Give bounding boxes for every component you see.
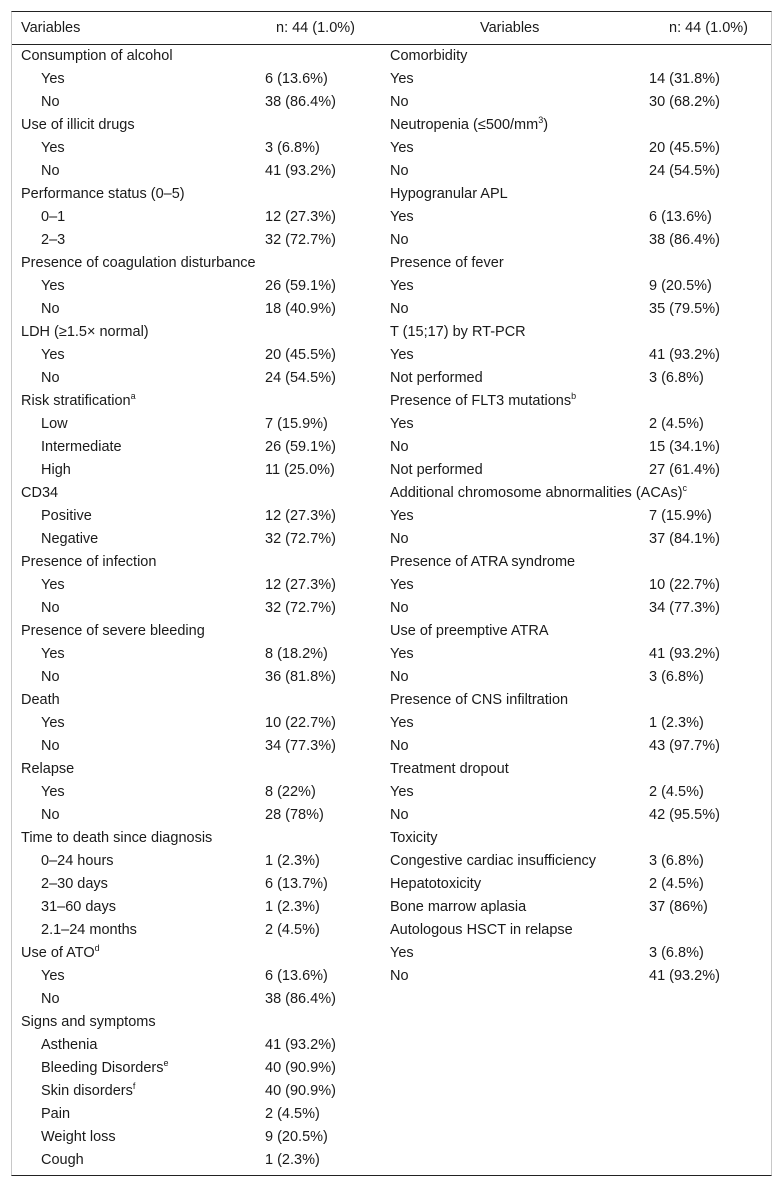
row-label: Weight loss: [41, 1129, 116, 1145]
row-label: Hypogranular APL: [390, 186, 508, 202]
table-row: [21, 482, 381, 505]
row-value: 7 (15.9%): [649, 508, 712, 524]
row-label: Presence of CNS infiltration: [390, 692, 569, 708]
row-label: Bone marrow aplasia: [390, 899, 527, 915]
row-value: 3 (6.8%): [265, 140, 320, 156]
row-value: 38 (86.4%): [649, 232, 720, 248]
row-label: Toxicity: [390, 830, 438, 846]
table-row: [21, 873, 381, 896]
row-value: 24 (54.5%): [265, 370, 336, 386]
table-row: [21, 390, 381, 413]
footnote-marker: d: [94, 943, 100, 954]
row-label: 2.1–24 months: [41, 922, 137, 938]
row-label: Yes: [390, 71, 414, 87]
row-value: 41 (93.2%): [265, 1037, 336, 1053]
row-value: 15 (34.1%): [649, 439, 720, 455]
row-value: 8 (18.2%): [265, 646, 328, 662]
row-label: Autologous HSCT in relapse: [390, 922, 573, 938]
row-value: 12 (27.3%): [265, 508, 336, 524]
table-row: [390, 413, 770, 436]
table-row: [390, 896, 770, 919]
row-label: Yes: [41, 715, 65, 731]
table-row: [21, 758, 381, 781]
table-row: [390, 252, 770, 275]
row-label: Relapse: [21, 761, 75, 777]
row-value: 34 (77.3%): [649, 600, 720, 616]
table-row: [21, 413, 381, 436]
row-label: 2–3: [41, 232, 66, 248]
table-row: [390, 666, 770, 689]
row-label: Yes: [41, 347, 65, 363]
row-label: No: [41, 738, 60, 754]
table-row: [390, 114, 770, 137]
row-value: 10 (22.7%): [649, 577, 720, 593]
table-row: [21, 1080, 381, 1103]
row-label: Yes: [41, 71, 65, 87]
row-value: 1 (2.3%): [265, 899, 320, 915]
table-row: [21, 574, 381, 597]
row-label: Yes: [390, 784, 414, 800]
right-column: [390, 45, 770, 988]
row-value: 3 (6.8%): [649, 945, 704, 961]
table-row: [390, 160, 770, 183]
table-row: [21, 804, 381, 827]
footnote-marker: f: [132, 1081, 136, 1092]
footnote-marker: 3: [538, 115, 544, 126]
table-row: [390, 712, 770, 735]
row-value: 32 (72.7%): [265, 232, 336, 248]
header-n-right: n: 44 (1.0%): [669, 20, 748, 36]
row-value: 37 (84.1%): [649, 531, 720, 547]
row-label: Presence of severe bleeding: [21, 623, 205, 639]
row-value: 38 (86.4%): [265, 991, 336, 1007]
row-label: Yes: [41, 968, 65, 984]
row-label: 31–60 days: [41, 899, 116, 915]
table-row: [21, 735, 381, 758]
row-label: Asthenia: [41, 1037, 98, 1053]
row-value: 41 (93.2%): [649, 646, 720, 662]
row-label: Yes: [41, 140, 65, 156]
table-row: [390, 390, 770, 413]
table-row: [390, 321, 770, 344]
table-row: [21, 321, 381, 344]
row-label: No: [390, 807, 409, 823]
table-row: [21, 298, 381, 321]
row-label: Yes: [390, 209, 414, 225]
table-row: [390, 275, 770, 298]
row-value: 40 (90.9%): [265, 1060, 336, 1076]
table-row: [21, 689, 381, 712]
row-label: CD34: [21, 485, 59, 501]
table-row: [21, 91, 381, 114]
table-row: [390, 482, 770, 505]
row-label: No: [390, 232, 409, 248]
row-label: No: [390, 301, 409, 317]
row-label: Yes: [41, 577, 65, 593]
row-value: 1 (2.3%): [265, 853, 320, 869]
row-value: 43 (97.7%): [649, 738, 720, 754]
row-value: 26 (59.1%): [265, 439, 336, 455]
table-row: [21, 1011, 381, 1034]
table-row: [21, 275, 381, 298]
row-value: 2 (4.5%): [649, 784, 704, 800]
row-label: No: [390, 94, 409, 110]
row-label: No: [390, 968, 409, 984]
row-label: No: [41, 163, 60, 179]
row-label: Congestive cardiac insufficiency: [390, 853, 597, 869]
row-value: 41 (93.2%): [265, 163, 336, 179]
table-row: [390, 850, 770, 873]
table-row: [390, 206, 770, 229]
row-label: Yes: [390, 715, 414, 731]
row-value: 2 (4.5%): [649, 416, 704, 432]
table-row: [390, 942, 770, 965]
table-row: [390, 528, 770, 551]
table-row: [21, 183, 381, 206]
row-label: Yes: [390, 278, 414, 294]
row-label: Not performed: [390, 370, 483, 386]
row-label: Presence of ATRA syndrome: [390, 554, 576, 570]
footnote-marker: c: [682, 483, 688, 494]
row-label: No: [41, 991, 60, 1007]
row-label: No: [41, 94, 60, 110]
row-value: 7 (15.9%): [265, 416, 328, 432]
table-row: [390, 459, 770, 482]
row-label: No: [390, 738, 409, 754]
row-label: Death: [21, 692, 60, 708]
row-label: T (15;17) by RT-PCR: [390, 324, 526, 340]
table-row: [21, 712, 381, 735]
row-label: Low: [41, 416, 68, 432]
table-row: [390, 620, 770, 643]
table-row: [21, 160, 381, 183]
row-label: Treatment dropout: [390, 761, 509, 777]
table-row: [21, 229, 381, 252]
row-value: 11 (25.0%): [265, 462, 335, 478]
row-label: High: [41, 462, 71, 478]
row-label: Cough: [41, 1152, 84, 1168]
row-value: 28 (78%): [265, 807, 324, 823]
table-row: [21, 919, 381, 942]
row-label: 0–24 hours: [41, 853, 114, 869]
table-row: [21, 45, 381, 68]
table-row: [21, 252, 381, 275]
table-row: [21, 1103, 381, 1126]
row-value: 35 (79.5%): [649, 301, 720, 317]
table-row: [21, 942, 381, 965]
table-row: [390, 781, 770, 804]
table-row: [390, 137, 770, 160]
table-row: [21, 436, 381, 459]
row-label: No: [390, 439, 409, 455]
row-value: 6 (13.6%): [265, 71, 328, 87]
table-row: [390, 344, 770, 367]
row-label: 0–1: [41, 209, 66, 225]
row-label: Use of ATO$^d$: [21, 943, 100, 961]
row-label: Yes: [41, 278, 65, 294]
row-label: Additional chromosome abnormalities (ACAs)$^c$: [390, 483, 688, 501]
row-label: No: [390, 163, 409, 179]
table-row: [21, 1057, 381, 1080]
row-label: Neutropenia $(\le 500/mm^3)$: [390, 115, 549, 133]
row-value: 6 (13.7%): [265, 876, 328, 892]
row-label: Intermediate: [41, 439, 122, 455]
row-label: Presence of fever: [390, 255, 504, 271]
row-label: Risk stratification$^a$: [21, 391, 136, 409]
row-value: 20 (45.5%): [649, 140, 720, 156]
row-value: 14 (31.8%): [649, 71, 720, 87]
row-label: No: [41, 370, 60, 386]
row-value: 6 (13.6%): [265, 968, 328, 984]
row-value: 24 (54.5%): [649, 163, 720, 179]
header-n-left: n: 44 (1.0%): [276, 20, 355, 36]
table-row: [21, 597, 381, 620]
table-row: [21, 1126, 381, 1149]
row-label: Performance status (0–5): [21, 186, 185, 202]
row-value: 37 (86%): [649, 899, 708, 915]
row-value: 9 (20.5%): [649, 278, 712, 294]
header-variables-left: Variables: [21, 20, 81, 36]
table-row: [21, 620, 381, 643]
row-label: No: [41, 807, 60, 823]
row-label: No: [41, 301, 60, 317]
row-label: Yes: [390, 347, 414, 363]
row-value: 38 (86.4%): [265, 94, 336, 110]
row-value: 42 (95.5%): [649, 807, 720, 823]
row-value: 2 (4.5%): [649, 876, 704, 892]
row-value: 32 (72.7%): [265, 531, 336, 547]
row-label: No: [41, 669, 60, 685]
row-value: 27 (61.4%): [649, 462, 720, 478]
data-table: [11, 11, 772, 1176]
row-label: Use of illicit drugs: [21, 117, 135, 133]
table-row: [390, 45, 770, 68]
table-row: [390, 436, 770, 459]
table-row: [390, 804, 770, 827]
row-label: Yes: [390, 416, 414, 432]
row-label: No: [390, 531, 409, 547]
row-value: 2 (4.5%): [265, 1106, 320, 1122]
row-label: No: [390, 669, 409, 685]
row-label: Presence of coagulation disturbance: [21, 255, 256, 271]
row-value: 1 (2.3%): [649, 715, 704, 731]
table-row: [390, 873, 770, 896]
table-row: [21, 827, 381, 850]
row-value: 26 (59.1%): [265, 278, 336, 294]
table-row: [21, 344, 381, 367]
table-row: [21, 988, 381, 1011]
table-row: [21, 666, 381, 689]
row-label: Consumption of alcohol: [21, 48, 173, 64]
table-row: [390, 735, 770, 758]
row-value: 30 (68.2%): [649, 94, 720, 110]
table-row: [21, 68, 381, 91]
table-row: [21, 367, 381, 390]
row-label: No: [41, 600, 60, 616]
table-row: [21, 850, 381, 873]
row-value: 10 (22.7%): [265, 715, 336, 731]
left-column: [21, 45, 381, 1172]
table-row: [390, 919, 770, 942]
table-row: [21, 505, 381, 528]
row-label: Comorbidity: [390, 48, 468, 64]
row-label: No: [390, 600, 409, 616]
row-label: Use of preemptive ATRA: [390, 623, 549, 639]
row-label: Negative: [41, 531, 99, 547]
row-label: Yes: [390, 140, 414, 156]
row-label: Yes: [390, 646, 414, 662]
row-label: Yes: [390, 508, 414, 524]
table-row: [21, 965, 381, 988]
row-label: LDH (≥1.5× normal): [21, 324, 149, 340]
table-row: [390, 827, 770, 850]
table-row: [390, 689, 770, 712]
row-label: Yes: [390, 577, 414, 593]
table-row: [390, 367, 770, 390]
footnote-marker: b: [571, 391, 577, 402]
row-label: Presence of FLT3 mutations$^b$: [390, 391, 577, 409]
table-row: [390, 229, 770, 252]
row-value: 40 (90.9%): [265, 1083, 336, 1099]
row-value: 6 (13.6%): [649, 209, 712, 225]
table-row: [390, 574, 770, 597]
table-row: [390, 551, 770, 574]
table-row: [21, 206, 381, 229]
table-row: [390, 758, 770, 781]
table-header: [12, 12, 771, 45]
table-row: [390, 965, 770, 988]
row-label: Pain: [41, 1106, 71, 1122]
row-value: 32 (72.7%): [265, 600, 336, 616]
table-row: [21, 137, 381, 160]
table-row: [21, 528, 381, 551]
table-row: [21, 551, 381, 574]
row-value: 8 (22%): [265, 784, 316, 800]
table-row: [390, 643, 770, 666]
row-value: 1 (2.3%): [265, 1152, 320, 1168]
row-value: 41 (93.2%): [649, 347, 720, 363]
row-value: 3 (6.8%): [649, 853, 704, 869]
row-value: 12 (27.3%): [265, 209, 336, 225]
footnote-marker: e: [163, 1058, 169, 1069]
table-row: [21, 1034, 381, 1057]
row-value: 3 (6.8%): [649, 669, 704, 685]
row-value: 36 (81.8%): [265, 669, 336, 685]
row-label: Yes: [41, 784, 65, 800]
table-row: [390, 597, 770, 620]
row-value: 18 (40.9%): [265, 301, 336, 317]
row-label: Not performed: [390, 462, 483, 478]
row-label: Positive: [41, 508, 92, 524]
table-row: [21, 114, 381, 137]
row-label: Signs and symptoms: [21, 1014, 156, 1030]
row-label: Hepatotoxicity: [390, 876, 482, 892]
table-row: [390, 183, 770, 206]
row-value: 12 (27.3%): [265, 577, 336, 593]
table-row: [390, 505, 770, 528]
table-row: [21, 1149, 381, 1172]
table-row: [21, 643, 381, 666]
row-value: 3 (6.8%): [649, 370, 704, 386]
row-label: Presence of infection: [21, 554, 157, 570]
table-row: [390, 298, 770, 321]
header-variables-right: Variables: [480, 20, 540, 36]
row-value: 20 (45.5%): [265, 347, 336, 363]
row-value: 9 (20.5%): [265, 1129, 328, 1145]
table-row: [21, 896, 381, 919]
row-value: 34 (77.3%): [265, 738, 336, 754]
row-label: 2–30 days: [41, 876, 108, 892]
footnote-marker: a: [130, 391, 136, 402]
row-label: Time to death since diagnosis: [21, 830, 213, 846]
table-row: [390, 68, 770, 91]
table-row: [390, 91, 770, 114]
table-row: [21, 781, 381, 804]
row-label: Bleeding Disorders$^e$: [41, 1058, 169, 1076]
row-value: 41 (93.2%): [649, 968, 720, 984]
row-label: Skin disorders$^f$: [41, 1081, 136, 1099]
row-label: Yes: [390, 945, 414, 961]
row-label: Yes: [41, 646, 65, 662]
row-value: 2 (4.5%): [265, 922, 320, 938]
table-row: [21, 459, 381, 482]
